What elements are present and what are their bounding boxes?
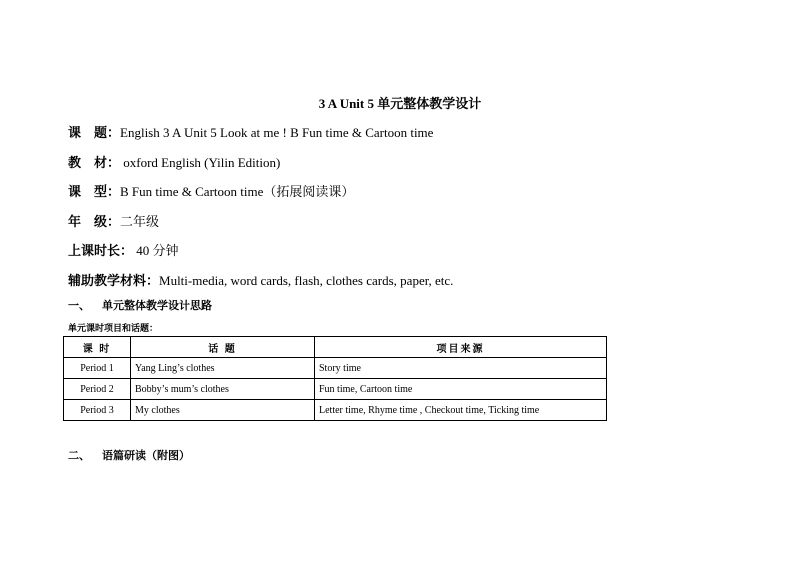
table-row	[64, 358, 607, 379]
field-duration	[68, 240, 179, 259]
field-grade-label: 年 级：	[68, 214, 121, 229]
field-duration-value: 40 分钟	[133, 243, 179, 258]
cell-source: Story time	[315, 358, 607, 379]
document-title: 3 A Unit 5 单元整体教学设计	[318, 96, 482, 111]
period-table	[63, 336, 607, 421]
field-textbook-label: 教 材：	[68, 155, 121, 170]
field-textbook	[68, 152, 280, 171]
cell-source: Letter time, Rhyme time , Checkout time, Ticking time	[315, 400, 607, 421]
cell-period: Period 2	[64, 379, 131, 400]
section-1-heading	[68, 297, 212, 313]
field-lesson-type-label: 课 型：	[68, 184, 121, 199]
cell-source: Fun time, Cartoon time	[315, 379, 607, 400]
cell-topic: Bobby’s mum’s clothes	[131, 379, 315, 400]
field-grade-value: 二年级	[120, 214, 160, 229]
field-grade	[68, 211, 159, 230]
section-1-title: 单元整体教学设计思路	[102, 300, 212, 312]
field-duration-label: 上课时长：	[68, 243, 134, 258]
section-2-heading	[68, 447, 190, 463]
field-lesson-type-value: B Fun time & Cartoon time（拓展阅读课）	[120, 184, 355, 199]
table-header-row	[64, 337, 607, 358]
field-textbook-value: oxford English (Yilin Edition)	[120, 155, 281, 170]
cell-period: Period 1	[64, 358, 131, 379]
section-1-number: 一、	[68, 300, 90, 312]
section-2-number: 二、	[68, 450, 90, 462]
field-lesson-type	[68, 181, 354, 200]
field-topic-label: 课 题：	[68, 125, 121, 140]
section-2-title: 语篇研读（附图）	[102, 450, 190, 462]
field-materials	[68, 270, 453, 289]
table-row	[64, 379, 607, 400]
field-topic-value: English 3 A Unit 5 Look at me ! B Fun time & Cartoon time	[120, 125, 434, 140]
field-materials-value: Multi-media, word cards, flash, clothes cards, paper, etc.	[159, 273, 454, 288]
cell-period: Period 3	[64, 400, 131, 421]
table-caption: 单元课时项目和话题：	[68, 323, 159, 333]
field-topic	[68, 122, 433, 141]
field-materials-label: 辅助教学材料：	[68, 273, 160, 288]
header-source: 项目来源	[315, 337, 607, 358]
cell-topic: My clothes	[131, 400, 315, 421]
header-topic: 话 题	[131, 337, 315, 358]
header-period: 课 时	[64, 337, 131, 358]
cell-topic: Yang Ling’s clothes	[131, 358, 315, 379]
table-row	[64, 400, 607, 421]
